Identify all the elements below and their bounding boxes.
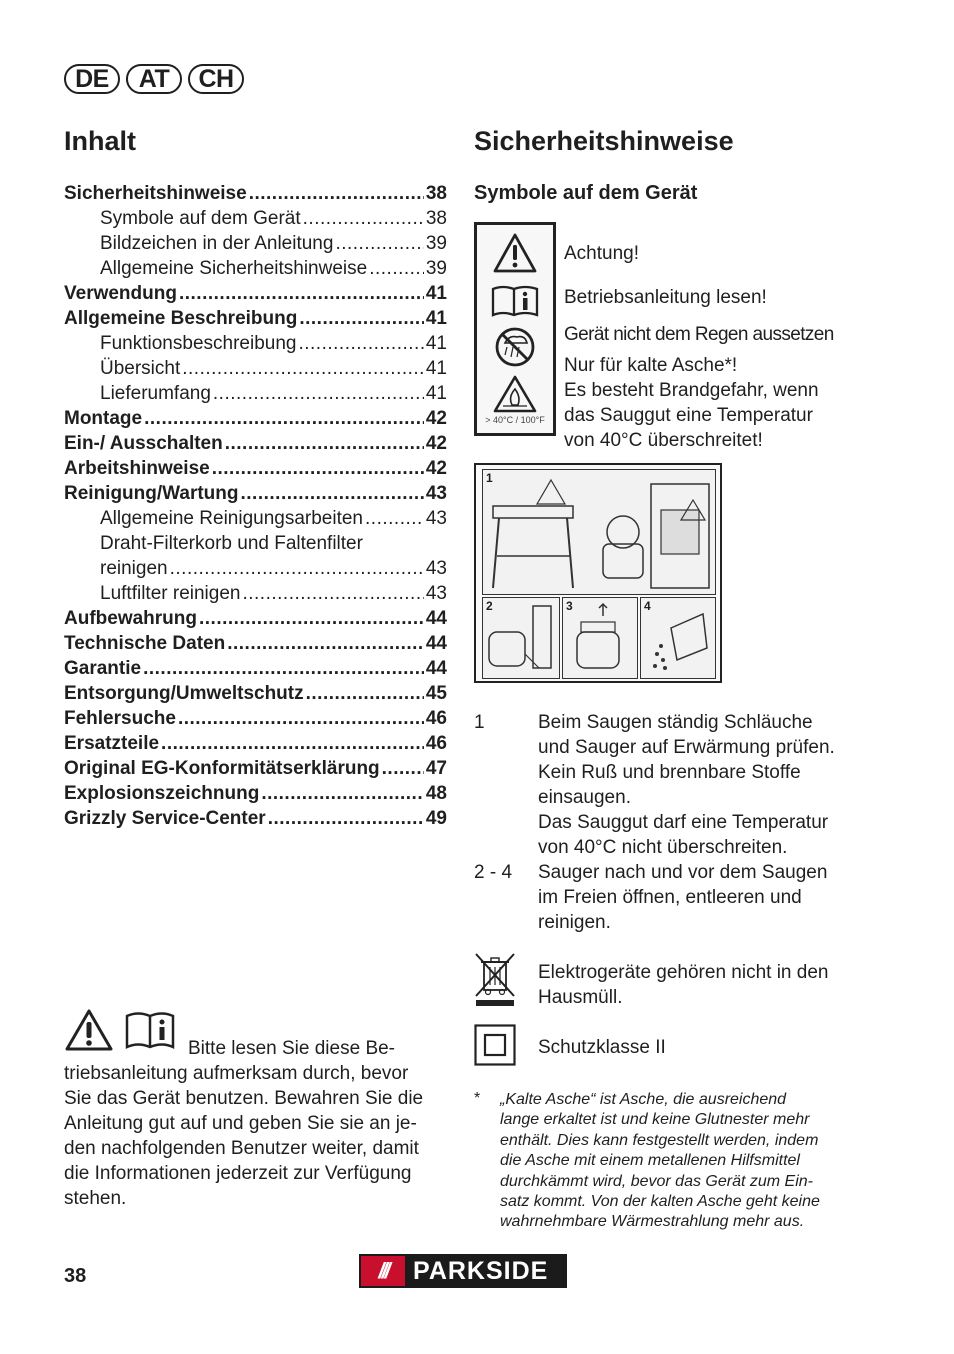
toc-leader xyxy=(306,683,424,705)
instruction-text xyxy=(538,710,868,860)
cold-ash-line: das Sauggut eine Temperatur xyxy=(564,405,813,426)
toc-entry xyxy=(64,583,447,608)
toc-entry-label: Reinigung/Wartung xyxy=(64,483,239,504)
read-notice-line: Anleitung gut auf und geben Sie sie an je- xyxy=(64,1113,417,1134)
toc-leader xyxy=(365,508,424,530)
toc-entry-label: Garantie xyxy=(64,658,142,679)
instruction-line: einsaugen. xyxy=(538,787,631,808)
toc-entry-page: 41 xyxy=(425,308,447,329)
toc-entry xyxy=(64,333,447,358)
toc-entry xyxy=(64,408,447,433)
toc-entry-page: 45 xyxy=(425,683,447,704)
instruction-number: 2 - 4 xyxy=(474,862,513,883)
toc-title: Inhalt xyxy=(64,126,136,156)
toc-leader xyxy=(225,433,424,455)
badge-de: DE xyxy=(64,64,120,94)
illustration-panel-1 xyxy=(482,469,716,595)
toc-leader xyxy=(179,283,424,305)
toc-entry xyxy=(64,233,447,258)
weee-text xyxy=(538,960,828,1010)
toc-entry-page: 46 xyxy=(425,733,447,754)
toc-entry-page: 42 xyxy=(425,433,447,454)
footnote-marker: * xyxy=(474,1090,481,1107)
parkside-logo xyxy=(359,1254,567,1288)
instruction-line: Kein Ruß und brennbare Stoffe xyxy=(538,762,801,783)
toc-entry-label: Verwendung xyxy=(64,283,177,304)
toc-entry-page: 38 xyxy=(425,183,447,204)
toc-entry-label: reinigen xyxy=(100,558,168,579)
toc-entry-page: 41 xyxy=(425,383,447,404)
toc-leader xyxy=(227,633,424,655)
toc-entry-label: Entsorgung/Umweltschutz xyxy=(64,683,304,704)
toc-leader xyxy=(335,233,423,255)
toc-entry xyxy=(64,383,447,408)
toc-leader xyxy=(161,733,424,755)
instruction-text xyxy=(538,860,868,935)
footnote-text xyxy=(500,1090,870,1233)
toc-entry-page: 48 xyxy=(425,783,447,804)
toc-entry-label: Technische Daten xyxy=(64,633,226,654)
toc-entry-label: Grizzly Service-Center xyxy=(64,808,266,829)
toc-leader xyxy=(369,258,424,280)
read-notice-line: Sie das Gerät benutzen. Bewahren Sie die xyxy=(64,1088,424,1109)
protection-class-icon xyxy=(474,1024,516,1071)
toc-leader xyxy=(261,783,424,805)
badge-at: AT xyxy=(126,64,182,94)
toc-entry-page: 41 xyxy=(425,283,447,304)
protection-class-text: Schutzklasse II xyxy=(538,1037,666,1058)
toc-leader xyxy=(382,758,424,780)
toc-entry-label: Luftfilter reinigen xyxy=(100,583,241,604)
toc-entry-label: Allgemeine Beschreibung xyxy=(64,308,298,329)
toc-entry-label: Symbole auf dem Gerät xyxy=(100,208,301,229)
toc-entry-page: 44 xyxy=(425,658,447,679)
toc-entry-page: 43 xyxy=(425,483,447,504)
toc-entry xyxy=(64,308,447,333)
toc-entry-page: 47 xyxy=(425,758,447,779)
toc-entry-label: Bildzeichen in der Anleitung xyxy=(100,233,334,254)
toc-entry xyxy=(64,758,447,783)
symbol-text-achtung: Achtung! xyxy=(564,243,639,264)
toc-entry xyxy=(64,483,447,508)
toc-leader xyxy=(199,608,424,630)
toc-entry-page: 44 xyxy=(425,633,447,654)
toc-entry-page: 41 xyxy=(425,358,447,379)
illustration-panel-4 xyxy=(640,597,716,679)
toc-entry-page: 41 xyxy=(425,333,447,354)
toc-leader xyxy=(182,358,424,380)
temperature-label: > 40°C / 100°F xyxy=(485,415,545,425)
toc-leader xyxy=(178,708,424,730)
symbol-text-manual: Betriebsanleitung lesen! xyxy=(564,287,767,308)
footnote-line: enthält. Dies kann festgestellt werden, indem xyxy=(500,1131,819,1149)
toc-entry-label: Montage xyxy=(64,408,143,429)
read-notice-line: die Informationen jederzeit zur Verfügung xyxy=(64,1163,412,1184)
read-notice-body xyxy=(64,1061,454,1211)
toc-leader xyxy=(298,333,423,355)
cold-ash-line: Nur für kalte Asche*! xyxy=(564,355,738,376)
instruction-line: Beim Saugen ständig Schläuche xyxy=(538,712,813,733)
toc-entry-label: Allgemeine Sicherheitshinweise xyxy=(100,258,368,279)
toc-entry-label: Lieferumfang xyxy=(100,383,211,404)
toc-leader xyxy=(170,558,424,580)
no-rain-icon xyxy=(477,323,553,373)
toc-entry xyxy=(64,558,447,583)
toc-entry-page: 49 xyxy=(425,808,447,829)
toc-entry-page: 42 xyxy=(425,458,447,479)
logo-slashes: /// xyxy=(361,1256,405,1286)
toc-entry xyxy=(64,208,447,233)
page-number: 38 xyxy=(64,1265,87,1287)
toc-entry xyxy=(64,733,447,758)
badge-ch: CH xyxy=(188,64,244,94)
toc-entry-label: Funktionsbeschreibung xyxy=(100,333,297,354)
toc-entry xyxy=(64,458,447,483)
panel-number: 4 xyxy=(644,599,651,613)
safety-title: Sicherheitshinweise xyxy=(474,126,734,156)
toc-leader xyxy=(249,183,424,205)
toc-entry-page: 44 xyxy=(425,608,447,629)
toc-entry xyxy=(64,808,447,833)
toc-entry xyxy=(64,658,447,683)
toc-entry-label: Sicherheitshinweise xyxy=(64,183,247,204)
toc-entry-label: Draht-Filterkorb und Faltenfilter xyxy=(100,533,363,554)
toc-entry xyxy=(64,358,447,383)
toc-entry xyxy=(64,433,447,458)
toc-leader xyxy=(242,583,423,605)
footnote-line: wahrnehmbare Wärmestrahlung mehr aus. xyxy=(500,1213,805,1231)
panel-number: 2 xyxy=(486,599,493,613)
manual-info-icon xyxy=(124,1008,176,1055)
toc-entry-page: 39 xyxy=(425,233,447,254)
toc-leader xyxy=(144,408,424,430)
toc-entry-page: 39 xyxy=(425,258,447,279)
panel-number: 3 xyxy=(566,599,573,613)
toc-entry-label: Fehlersuche xyxy=(64,708,176,729)
crossed-bin-icon xyxy=(474,952,516,1013)
toc-leader xyxy=(268,808,424,830)
warning-icon xyxy=(477,229,553,279)
toc-entry-page: 43 xyxy=(425,558,447,579)
toc-entry-page: 42 xyxy=(425,408,447,429)
toc-leader xyxy=(143,658,424,680)
toc-leader xyxy=(241,483,424,505)
toc-entry xyxy=(64,283,447,308)
country-badges xyxy=(64,64,244,94)
instruction-line: Das Sauggut darf eine Temperatur xyxy=(538,812,829,833)
toc-entry xyxy=(64,608,447,633)
read-manual-icon xyxy=(477,279,553,323)
symbol-text-cold-ash xyxy=(564,353,819,453)
footnote-line: satz kommt. Von der kalten Asche geht keine xyxy=(500,1193,820,1211)
weee-line: Hausmüll. xyxy=(538,987,623,1008)
toc-entry-label: Aufbewahrung xyxy=(64,608,197,629)
cold-ash-line: von 40°C überschreitet! xyxy=(564,430,763,451)
cold-ash-line: Es besteht Brandgefahr, wenn xyxy=(564,380,819,401)
toc-entry-label: Explosionszeichnung xyxy=(64,783,260,804)
cleaning-illustration xyxy=(474,463,722,683)
toc-entry-page: 38 xyxy=(425,208,447,229)
instruction-line: von 40°C nicht überschreiten. xyxy=(538,837,788,858)
instruction-line: im Freien öffnen, entleeren und xyxy=(538,887,802,908)
read-notice-line: stehen. xyxy=(64,1188,127,1209)
toc-entry-label: Arbeitshinweise xyxy=(64,458,210,479)
logo-wordmark: PARKSIDE xyxy=(413,1256,549,1285)
toc-leader xyxy=(213,383,424,405)
toc-entry xyxy=(64,183,447,208)
weee-line: Elektrogeräte gehören nicht in den xyxy=(538,962,829,983)
instruction-number: 1 xyxy=(474,712,485,733)
footnote-line: durchkämmt wird, bevor das Gerät zum Ein- xyxy=(500,1172,813,1190)
toc-entry-page: 43 xyxy=(425,583,447,604)
toc-entry-label: Ersatzteile xyxy=(64,733,160,754)
toc-entry-label: Allgemeine Reinigungsarbeiten xyxy=(100,508,364,529)
toc-leader xyxy=(303,208,424,230)
read-notice-line: triebsanleitung aufmerksam durch, bevor xyxy=(64,1063,409,1084)
panel-number: 1 xyxy=(486,471,493,485)
toc-entry-label: Original EG-Konformitätserklärung xyxy=(64,758,380,779)
read-notice-line: den nachfolgenden Benutzer weiter, damit xyxy=(64,1138,419,1159)
toc-entry-page: 43 xyxy=(425,508,447,529)
toc-entry xyxy=(64,708,447,733)
symbol-text-rain: Gerät nicht dem Regen aussetzen xyxy=(564,324,834,345)
toc-leader xyxy=(212,458,424,480)
toc-entry xyxy=(64,258,447,283)
footnote-line: die Asche mit einem metallenen Hilfsmittel xyxy=(500,1152,800,1170)
symbols-subtitle: Symbole auf dem Gerät xyxy=(474,182,698,204)
toc-entry-label: Übersicht xyxy=(100,358,181,379)
footnote-line: lange erkaltet ist und keine Glutnester mehr xyxy=(500,1111,810,1129)
illustration-panel-3 xyxy=(562,597,638,679)
table-of-contents xyxy=(64,183,447,833)
toc-entry xyxy=(64,783,447,808)
instruction-line: reinigen. xyxy=(538,912,611,933)
instruction-line: und Sauger auf Erwärmung prüfen. xyxy=(538,737,835,758)
warning-icon xyxy=(64,1008,114,1057)
toc-entry xyxy=(64,633,447,658)
toc-leader xyxy=(299,308,424,330)
device-symbols-box xyxy=(474,222,556,436)
toc-entry xyxy=(64,508,447,533)
instruction-line: Sauger nach und vor dem Saugen xyxy=(538,862,828,883)
toc-entry-page: 46 xyxy=(425,708,447,729)
illustration-panel-2 xyxy=(482,597,560,679)
footnote-line: „Kalte Asche“ ist Asche, die ausreichend xyxy=(500,1091,787,1108)
read-notice-first-line: Bitte lesen Sie diese Be- xyxy=(188,1038,396,1059)
toc-entry xyxy=(64,533,447,558)
toc-entry-label: Ein-/ Ausschalten xyxy=(64,433,223,454)
toc-entry xyxy=(64,683,447,708)
